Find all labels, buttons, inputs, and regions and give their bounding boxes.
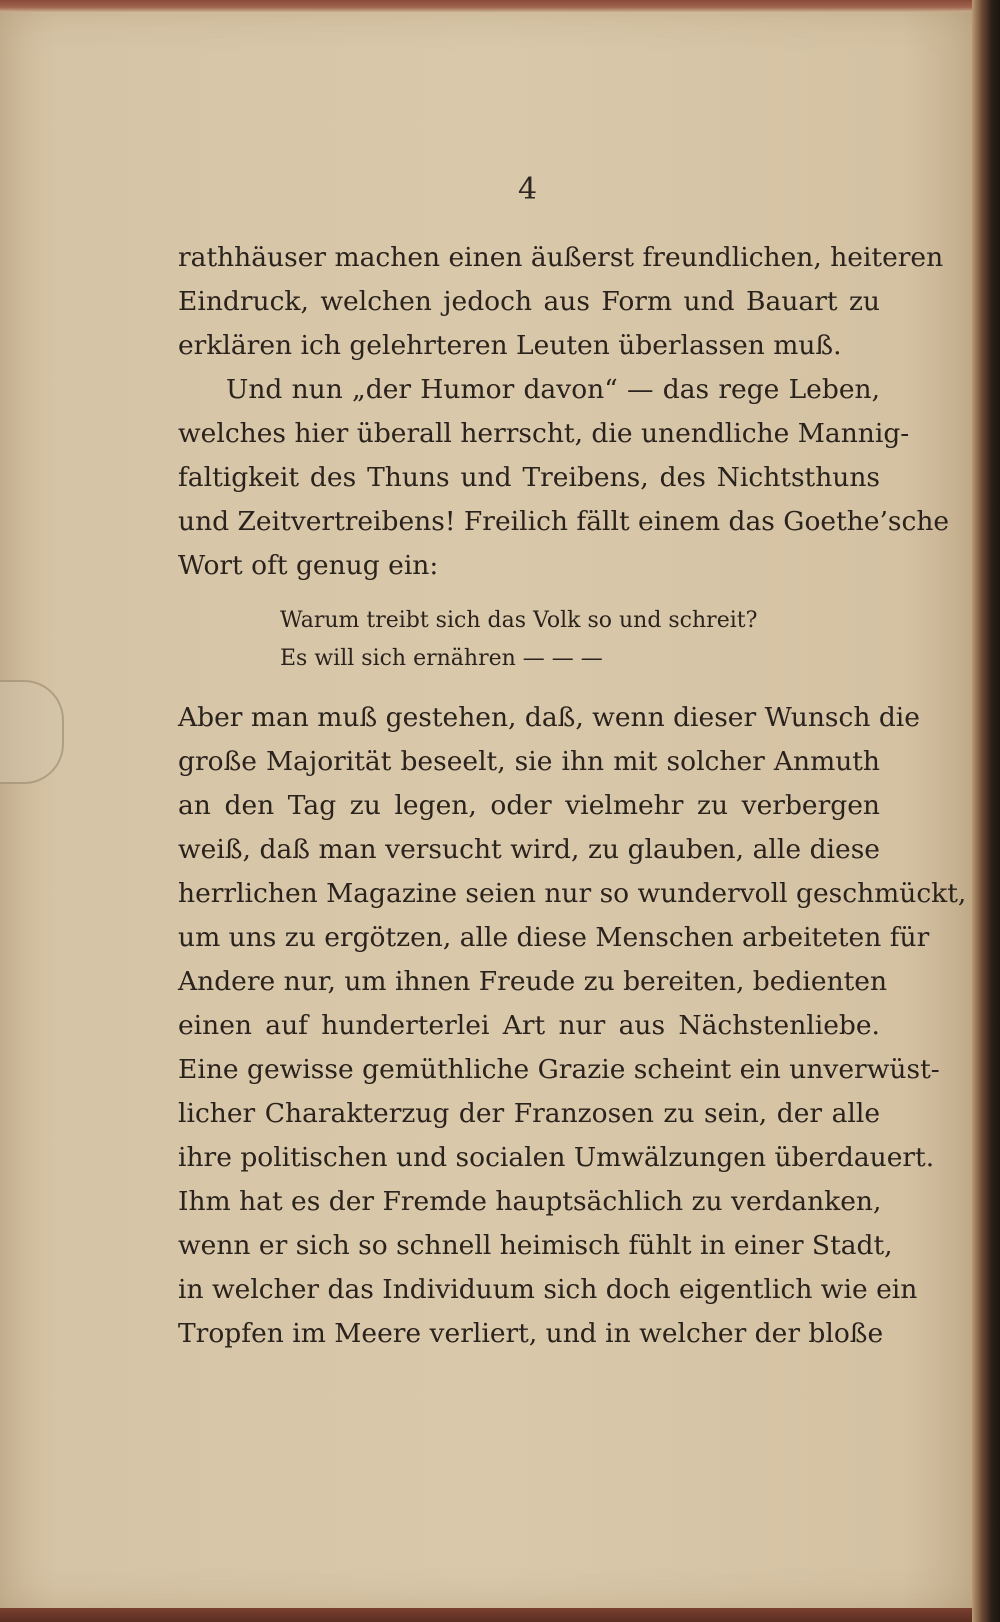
- text-line: licher Charakterzug der Franzosen zu sein, der alle: [178, 1098, 880, 1129]
- text-line: Eine gewisse gemüthliche Grazie scheint ein unverwüst-: [178, 1054, 940, 1085]
- verse-line: Es will sich ernähren — — —: [280, 646, 603, 671]
- page-number: 4: [517, 172, 538, 207]
- text-line: herrlichen Magazine seien nur so wundervoll geschmückt,: [178, 878, 967, 909]
- text-line: um uns zu ergötzen, alle diese Menschen arbeiteten für: [178, 922, 930, 953]
- text-line: Wort oft genug ein:: [178, 550, 439, 581]
- paper-clip-mark: [0, 680, 64, 784]
- text-line: rathhäuser machen einen äußerst freundlichen, heiteren: [178, 242, 944, 273]
- page-top-edge: [0, 0, 1000, 12]
- text-line: einen auf hunderterlei Art nur aus Nächstenliebe.: [178, 1010, 880, 1041]
- text-line: in welcher das Individuum sich doch eigentlich wie ein: [178, 1274, 918, 1305]
- text-line: Und nun „der Humor davon“ — das rege Leben,: [226, 374, 880, 405]
- text-line: Eindruck, welchen jedoch aus Form und Bauart zu: [178, 286, 880, 317]
- text-line: große Majorität beseelt, sie ihn mit solcher Anmuth: [178, 746, 880, 777]
- text-line: und Zeitvertreibens! Freilich fällt einem das Goethe’sche: [178, 506, 950, 537]
- text-line: welches hier überall herrscht, die unendliche Mannig-: [178, 418, 910, 449]
- text-line: Tropfen im Meere verliert, und in welcher der bloße: [178, 1318, 884, 1349]
- body-text: [178, 236, 967, 1356]
- text-line: weiß, daß man versucht wird, zu glauben, alle diese: [178, 834, 880, 865]
- text-line: faltigkeit des Thuns und Treibens, des Nichtsthuns: [178, 462, 880, 493]
- text-line: wenn er sich so schnell heimisch fühlt in einer Stadt,: [178, 1230, 893, 1261]
- text-line: ihre politischen und socialen Umwälzungen überdauert.: [178, 1142, 935, 1173]
- text-line: erklären ich gelehrteren Leuten überlassen muß.: [178, 330, 842, 361]
- page-bottom-edge: [0, 1608, 1000, 1622]
- text-line: Andere nur, um ihnen Freude zu bereiten, bedienten: [178, 966, 888, 997]
- verse-line: Warum treibt sich das Volk so und schreit?: [280, 608, 758, 633]
- text-line: Ihm hat es der Fremde hauptsächlich zu verdanken,: [178, 1186, 882, 1217]
- text-line: Aber man muß gestehen, daß, wenn dieser Wunsch die: [178, 702, 920, 733]
- book-spine-edge: [972, 0, 1000, 1622]
- text-line: an den Tag zu legen, oder vielmehr zu verbergen: [178, 790, 880, 821]
